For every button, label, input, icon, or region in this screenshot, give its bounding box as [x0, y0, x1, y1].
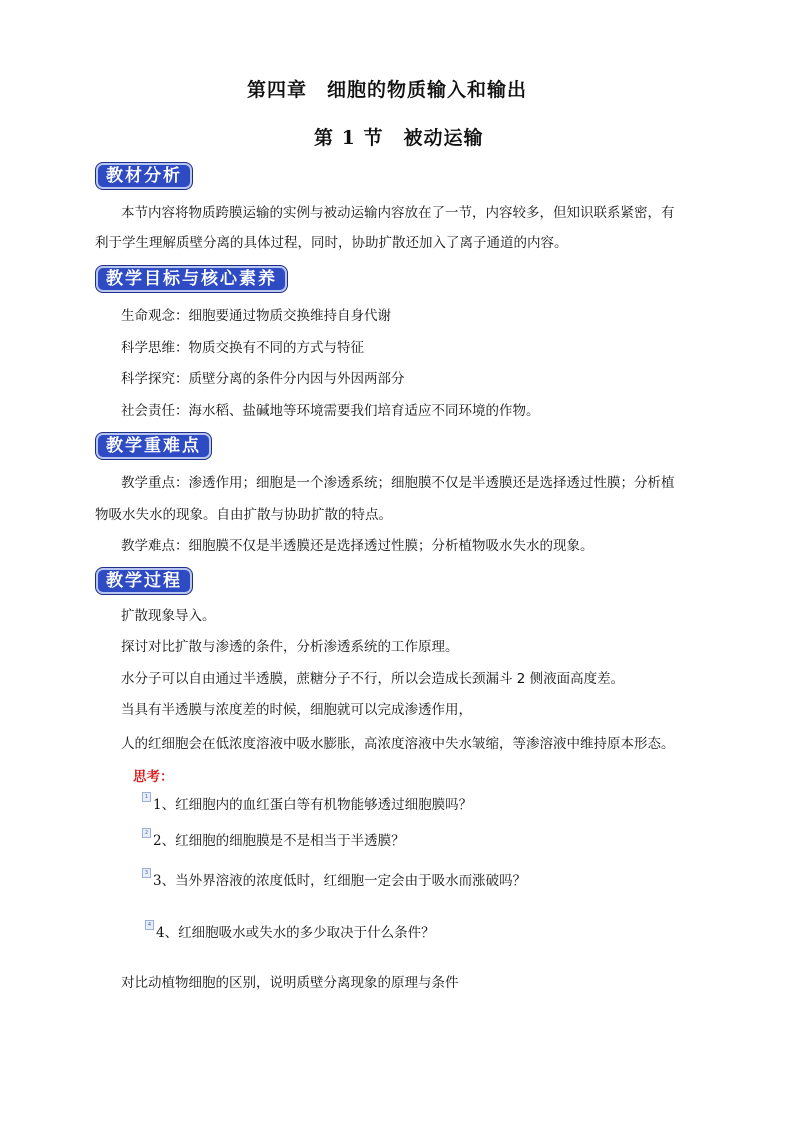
footnote-marker-icon: 4 [145, 920, 154, 930]
process-line: 当具有半透膜与浓度差的时候，细胞就可以完成渗透作用， [121, 702, 472, 718]
analysis-line-1: 本节内容将物质跨膜运输的实例与被动运输内容放在了一节，内容较多，但知识联系紧密，有 [121, 205, 675, 221]
section-title: 第 1 节 被动运输 [314, 127, 484, 149]
question-item: 4、红细胞吸水或失水的多少取决于什么条件？ [156, 925, 435, 941]
footnote-marker-icon: 2 [142, 828, 151, 838]
question-item: 3、当外界溶液的浓度低时，红细胞一定会由于吸水而涨破吗？ [153, 873, 527, 889]
analysis-line-2: 利于学生理解质壁分离的具体过程，同时，协助扩散还加入了离子通道的内容。 [95, 235, 568, 251]
closing-line: 对比动植物细胞的区别，说明质壁分离现象的原理与条件 [121, 975, 459, 991]
question-item: 2、红细胞的细胞膜是不是相当于半透膜？ [153, 833, 405, 849]
chapter-title: 第四章 细胞的物质输入和输出 [247, 79, 528, 101]
difficulty-line: 教学难点：细胞膜不仅是半透膜还是选择透过性膜；分析植物吸水失水的现象。 [121, 538, 594, 554]
footnote-marker-icon: 1 [142, 792, 151, 802]
question-item: 1、红细胞内的血红蛋白等有机物能够透过细胞膜吗？ [153, 797, 473, 813]
goal-item: 科学探究：质壁分离的条件分内因与外因两部分 [121, 371, 405, 387]
goal-item: 科学思维：物质交换有不同的方式与特征 [121, 340, 364, 356]
goal-item: 社会责任：海水稻、盐碱地等环境需要我们培育适应不同环境的作物。 [121, 403, 540, 419]
process-line: 水分子可以自由通过半透膜，蔗糖分子不行，所以会造成长颈漏斗 2 侧液面高度差。 [121, 671, 625, 687]
focus-line-2: 物吸水失水的现象。自由扩散与协助扩散的特点。 [95, 507, 392, 523]
badge-teaching-process: 教学过程 [96, 568, 192, 594]
badge-key-points: 教学重难点 [96, 433, 211, 459]
badge-textbook-analysis: 教材分析 [96, 163, 192, 189]
process-line: 扩散现象导入。 [121, 608, 216, 624]
focus-line-1: 教学重点：渗透作用；细胞是一个渗透系统；细胞膜不仅是半透膜还是选择透过性膜；分析植 [121, 475, 675, 491]
footnote-marker-icon: 3 [142, 868, 151, 878]
process-line: 人的红细胞会在低浓度溶液中吸水膨胀，高浓度溶液中失水皱缩，等渗溶液中维持原本形态。 [121, 736, 675, 752]
goal-item: 生命观念：细胞要通过物质交换维持自身代谢 [121, 308, 391, 324]
badge-goals: 教学目标与核心素养 [96, 266, 287, 292]
process-line: 探讨对比扩散与渗透的条件，分析渗透系统的工作原理。 [121, 639, 459, 655]
think-label: 思考： [133, 769, 174, 785]
